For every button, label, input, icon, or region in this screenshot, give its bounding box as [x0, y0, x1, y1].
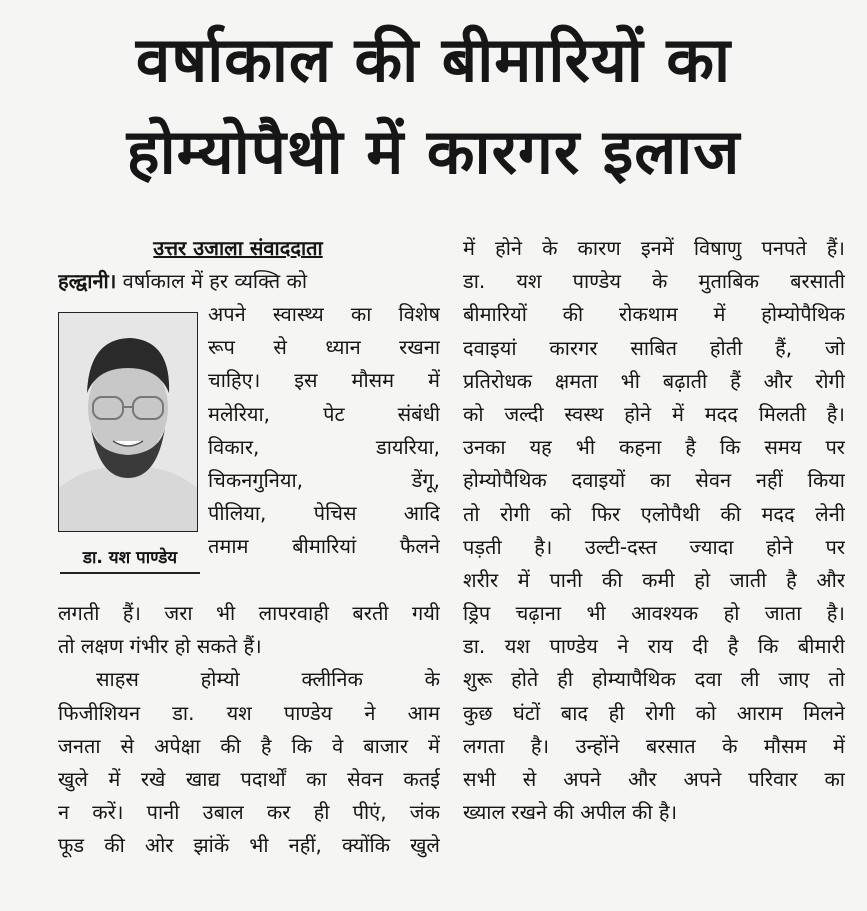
- article-line: होम्योपैथिक दवाइयों का सेवन नहीं किया: [463, 468, 845, 493]
- left-column-full-text: [58, 597, 440, 863]
- article-line: बीमारियों की रोकथाम में होम्योपैथिक: [463, 302, 845, 327]
- article-line: ख्याल रखने की अपील की है।: [463, 800, 678, 825]
- article-line: शरीर में पानी की कमी हो जाती है और: [463, 567, 845, 592]
- article-line: जनता से अपेक्षा की है कि वे बाजार में: [58, 733, 440, 758]
- article-line: न करें। पानी उबाल कर ही पीएं, जंक: [58, 800, 440, 825]
- article-text: वर्षाकाल में हर व्यक्ति को: [122, 269, 308, 293]
- article-line: में होने के कारण इनमें विषाणु पनपते हैं।: [463, 236, 845, 260]
- article-line: पीलिया, पेचिस आदि: [208, 501, 440, 526]
- article-line: तो रोगी को फिर एलोपैथी की मदद लेनी: [463, 501, 845, 526]
- article-line: चिकनगुनिया, डेंगू,: [208, 467, 440, 492]
- article-line: तमाम बीमारियां फैलने: [208, 534, 440, 559]
- article-first-line: [58, 265, 440, 298]
- article-line: सभी से अपने और अपने परिवार का: [463, 767, 845, 791]
- article-line: मलेरिया, पेट संबंधी: [208, 401, 440, 426]
- headline: [0, 14, 867, 198]
- article-line: को जल्दी स्वस्थ होने में मदद मिलती है।: [463, 401, 845, 426]
- right-column: [463, 232, 845, 829]
- article-line: दवाइयां कारगर साबित होती हैं, जो: [463, 335, 845, 360]
- article-line: डा. यश पाण्डेय ने राय दी है कि बीमारी: [463, 634, 845, 659]
- dateline: हल्द्वानी।: [58, 269, 117, 293]
- article-line: चाहिए। इस मौसम में: [208, 368, 440, 393]
- article-line: रूप से ध्यान रखना: [208, 335, 440, 360]
- photo-caption: डा. यश पाण्डेय: [60, 544, 200, 574]
- headline-line-1: वर्षाकाल की बीमारियों का: [135, 23, 732, 96]
- left-column: [58, 232, 440, 298]
- headline-line-2: होम्योपैथी में कारगर इलाज: [126, 115, 741, 188]
- article-line: ड्रिप चढ़ाना भी आवश्यक हो जाता है।: [463, 601, 845, 626]
- article-line: साहस होम्यो क्लीनिक के: [96, 667, 440, 692]
- author-photo: [58, 312, 198, 532]
- article-line: अपने स्वास्थ्य का विशेष: [208, 302, 440, 326]
- author-portrait-icon: [59, 313, 197, 531]
- left-column-wrapped-text: [208, 298, 440, 564]
- article-line: लगती हैं। जरा भी लापरवाही बरती गयी: [58, 601, 440, 625]
- article-line: लगता है। उन्होंने बरसात के मौसम में: [463, 733, 845, 758]
- article-line: फूड की ओर झांकें भी नहीं, क्योंकि खुले: [58, 833, 440, 858]
- article-line: तो लक्षण गंभीर हो सकते हैं।: [58, 634, 262, 659]
- article-line: खुले में रखे खाद्य पदार्थों का सेवन कतई: [58, 766, 440, 791]
- article-line: प्रतिरोधक क्षमता भी बढ़ाती हैं और रोगी: [463, 368, 845, 393]
- article-line: कुछ घंटों बाद ही रोगी को आराम मिलने: [463, 700, 845, 725]
- article-line: शुरू होते ही होम्यापैथिक दवा ली जाए तो: [463, 667, 845, 692]
- article-line: उनका यह भी कहना है कि समय पर: [463, 435, 845, 460]
- article-line: फिजीशियन डा. यश पाण्डेय ने आम: [58, 700, 440, 725]
- article-line: विकार, डायरिया,: [208, 434, 440, 459]
- article-line: डा. यश पाण्डेय के मुताबिक बरसाती: [463, 269, 845, 294]
- byline: उत्तर उजाला संवाददाता: [153, 236, 323, 260]
- article-line: पड़ती है। उल्टी-दस्त ज्यादा होने पर: [463, 534, 845, 559]
